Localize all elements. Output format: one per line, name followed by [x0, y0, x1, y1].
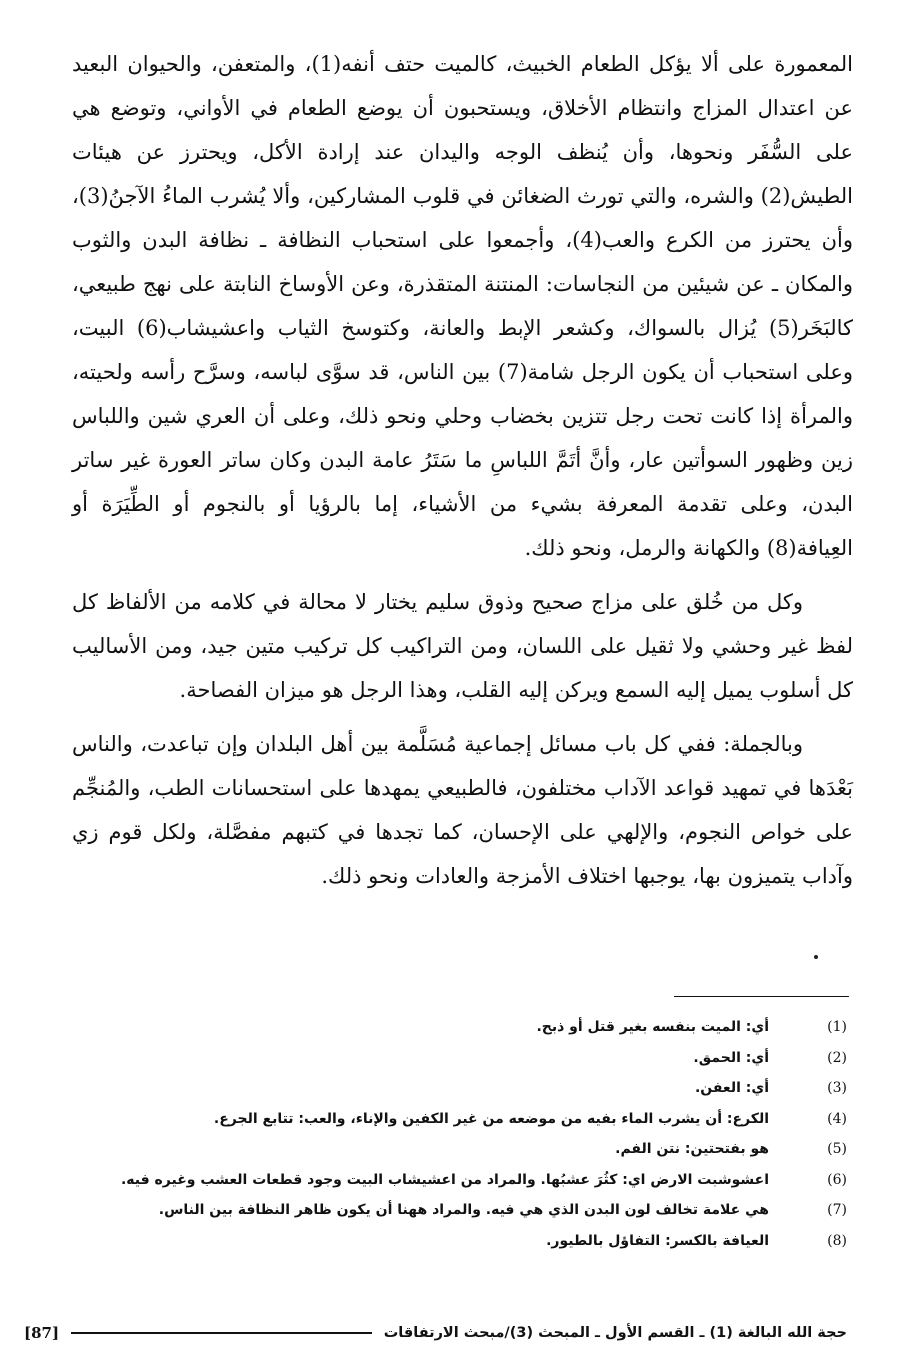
footnote-text: أي: الميت بنفسه بغير قتل أو ذبح.: [536, 1019, 769, 1036]
footnote-3: [100, 1073, 847, 1104]
footnote-number: (7): [827, 1202, 847, 1219]
paragraph-3: وبالجملة: ففي كل باب مسائل إجماعية مُسَلَّمة بين أهل البلدان وإن تباعدت، والناس بَعْدَها في تمهيد قواعد الآداب مختلفون، فالطبيعي يمهدها على استحسانات الطب، والمُنجِّم على خواص النجوم، والإلهي على الإحسان، كما تجدها في كتبهم مفصَّلة، ولكل قوم زي وآداب يتميزون بها، يوجبها اختلاف الأمزجة والعادات ونحو ذلك.: [72, 732, 853, 888]
running-footer: [24, 1320, 847, 1346]
footnote-number: (2): [827, 1049, 847, 1066]
footnote-number: (6): [827, 1171, 847, 1188]
footnotes-list: [100, 1012, 847, 1256]
paragraph-1: المعمورة على ألا يؤكل الطعام الخبيث، كالميت حتف أنفه(1)، والمتعفن، والحيوان البعيد عن اعتدال المزاج وانتظام الأخلاق، ويستحبون أن يوضع الطعام في الأواني، وتوضع هي على السُّفَر ونحوها، وأن يُنظف الوجه واليدان عند إرادة الأكل، ويحترز عن هيئات الطيش(2) والشره، والتي تورث الضغائن في قلوب المشاركين، وألا يُشرب الماءُ الآجنُ(3)، وأن يحترز من الكرع والعب(4)، وأجمعوا على استحباب النظافة ـ نظافة البدن والثوب والمكان ـ عن شيئين من النجاسات: المنتنة المتقذرة، وعن الأوساخ النابتة على نهج طبيعي، كالبَخَر(5) يُزال بالسواك، وكشعر الإبط والعانة، وكتوسخ الثياب واعشيشاب(6) البيت، وعلى استحباب أن يكون الرجل شامة(7) بين الناس، قد سوَّى لباسه، وسرَّح رأسه ولحيته، والمرأة إذا كانت تحت رجل تتزين بخضاب وحلي ونحو ذلك، وعلى أن العري شين واللباس زين وظهور السوأتين عار، وأنَّ أتَمَّ اللباسِ ما سَتَرُ عامة البدن وكان ساتر العورة غير ساتر البدن، وعلى تقدمة المعرفة بشيء من الأشياء، إما بالرؤيا أو بالنجوم أو الطِّيَرَة أو العِيافة(8) والكهانة والرمل، ونحو ذلك.: [72, 52, 853, 560]
footnote-number: (8): [827, 1232, 847, 1249]
footnote-number: (3): [827, 1080, 847, 1097]
footnote-text: هو بفتحتين: نتن الفم.: [615, 1141, 769, 1158]
footnote-2: [100, 1043, 847, 1074]
footnote-5: [100, 1134, 847, 1165]
footnote-text: هي علامة تخالف لون البدن الذي هي فيه. والمراد ههنا أن يكون ظاهر النظافة بين الناس.: [158, 1202, 769, 1219]
footnote-text: العيافة بالكسر: التفاؤل بالطيور.: [546, 1232, 769, 1249]
footnote-text: اعشوشبت الارض اي: كثُرَ عشبُها. والمراد من اعشيشاب البيت وجود قطعات العشب وغيره فيه.: [120, 1171, 769, 1188]
running-footer-title: حجة الله البالغة (1) ـ القسم الأول ـ المبحث (3)/مبحث الارتفاقات: [383, 1325, 847, 1341]
footnote-number: (1): [827, 1019, 847, 1036]
main-text-block: [72, 42, 853, 898]
page-number: [87]: [24, 1324, 60, 1342]
footnote-7: [100, 1195, 847, 1226]
footnote-8: [100, 1226, 847, 1257]
footnote-text: أي: الحمق.: [693, 1049, 769, 1066]
footnote-4: [100, 1104, 847, 1135]
footnote-6: [100, 1165, 847, 1196]
stray-mark: [814, 955, 818, 959]
paragraph-2: وكل من خُلق على مزاج صحيح وذوق سليم يختار لا محالة في كلامه من الألفاظ كل لفظ غير وحشي ولا ثقيل على اللسان، ومن التراكيب كل تركيب متين جيد، ومن الأساليب كل أسلوب يميل إليه السمع ويركن إليه القلب، وهذا الرجل هو ميزان الفصاحة.: [72, 590, 853, 702]
footnote-number: (4): [827, 1110, 847, 1127]
footnote-number: (5): [827, 1141, 847, 1158]
footer-rule: [71, 1332, 372, 1334]
footnote-separator: [674, 996, 849, 997]
footnote-text: الكرع: أن يشرب الماء بفيه من موضعه من غير الكفين والإناء، والعب: تتابع الجرع.: [213, 1110, 769, 1127]
footnote-1: [100, 1012, 847, 1043]
footnote-text: أي: العفن.: [694, 1080, 769, 1097]
